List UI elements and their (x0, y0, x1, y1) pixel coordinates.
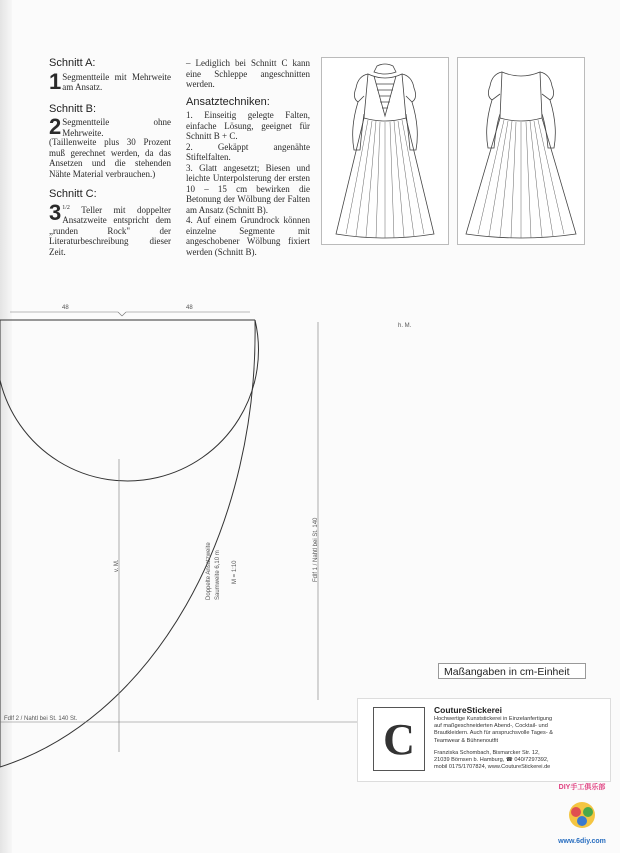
schnitt-b-number: 2 (49, 114, 62, 139)
techniques-heading: Ansatztechniken: (186, 95, 270, 108)
schnitt-b-note: (Taillenweite plus 30 Prozent muß gerechnet werden, da das Ansetzen und die stehenden Nähte Material verbrauchen.) (49, 137, 171, 179)
schnitt-b-text: Segmentteile ohne Mehrweite. (62, 117, 171, 138)
center-back-label: h. M. (398, 323, 412, 329)
schleppe-text: – Lediglich bei Schnitt C kann eine Schleppe angeschnitten werden. (186, 58, 310, 89)
schnitt-c-heading: Schnitt C: (49, 188, 97, 200)
technique-4: 4. Auf einem Grundrock können einzelne Segmente mit angeschobener Wölbung fixiert werden (Schnitt B). (186, 215, 310, 257)
dimension-label-right: 48 (186, 305, 193, 311)
ad-line-1: Hochwertige Kunststickerei in Einzelanfertigung (434, 716, 553, 722)
pattern-waist-curve (0, 320, 258, 481)
technique-2: 2. Gekäppt angenähte Stiftelfalten. (186, 141, 310, 162)
units-note: Maßangaben in cm-Einheit (438, 663, 586, 679)
center-front-label: v. M. (114, 559, 120, 572)
watermark (548, 782, 616, 848)
schnitt-a-text: Segmentteile mit Mehrweite am Ansatz. (62, 71, 171, 92)
ad-line-5: Franziska Schombach, Bismarcker Str. 12, (434, 749, 540, 756)
ad-text (434, 705, 606, 771)
technique-3: 3. Glatt angesetzt; Biesen und leichte Unterpolsterung der ersten 10 – 15 cm bewirken die Betonung der Wölbung der Falten am Ansatz (Schnitt B). (186, 162, 310, 215)
couture-logo: C (373, 707, 425, 771)
schnitt-b-heading: Schnitt B: (49, 102, 97, 115)
pattern-hem-curve (0, 320, 255, 767)
bottom-fold-label: Fdlf 2 / Nahtl bei St. 140 St. (4, 716, 78, 722)
schnitt-a-heading: Schnitt A: (49, 57, 96, 69)
ad-line-2: auf maßgeschneiderten Abend-, Cocktail- und (434, 723, 548, 730)
dimension-label-left: 48 (62, 305, 69, 311)
pattern-note-line-1: Doppelte Ansatzweite (206, 542, 212, 600)
pattern-note-line-2: Saumweite 6,10 m (215, 550, 221, 600)
fold-label: Fdlf 1 / Nahtl bei St. 140 (313, 517, 319, 582)
ad-line-7: mobil 0175/1707824, www.CoutureStickerei.de (434, 764, 551, 771)
ad-title: CoutureStickerei (434, 705, 503, 715)
schnitt-c-number: 3 (49, 199, 62, 225)
pattern-scale: M = 1:10 (232, 560, 238, 584)
technique-1: 1. Einseitig gelegte Falten, einfache Lösung, geeignet für Schnitt B + C. (186, 110, 310, 141)
watermark-url: www.6diy.com (558, 838, 606, 845)
ad-line-6: 21039 Börnsen b. Hamburg, ☎ 040/7297392, (434, 757, 549, 764)
schnitt-a-number: 1 (49, 68, 62, 94)
schnitt-c-fraction: 1/2 (62, 204, 70, 211)
watermark-text: DIY手工俱乐部 (558, 784, 606, 791)
advertisement-box (357, 698, 611, 782)
schnitt-c-text: Teller mit doppelter Ansatzweite entspricht dem „runden Rock" der Literaturbeschreibung dieser Zeit. (49, 204, 171, 257)
ad-line-3: Brautkleidern. Auch für anspruchsvolle Tages- & (434, 730, 553, 737)
ad-line-4: Teamwear & Bühnenoutfit (434, 737, 499, 744)
